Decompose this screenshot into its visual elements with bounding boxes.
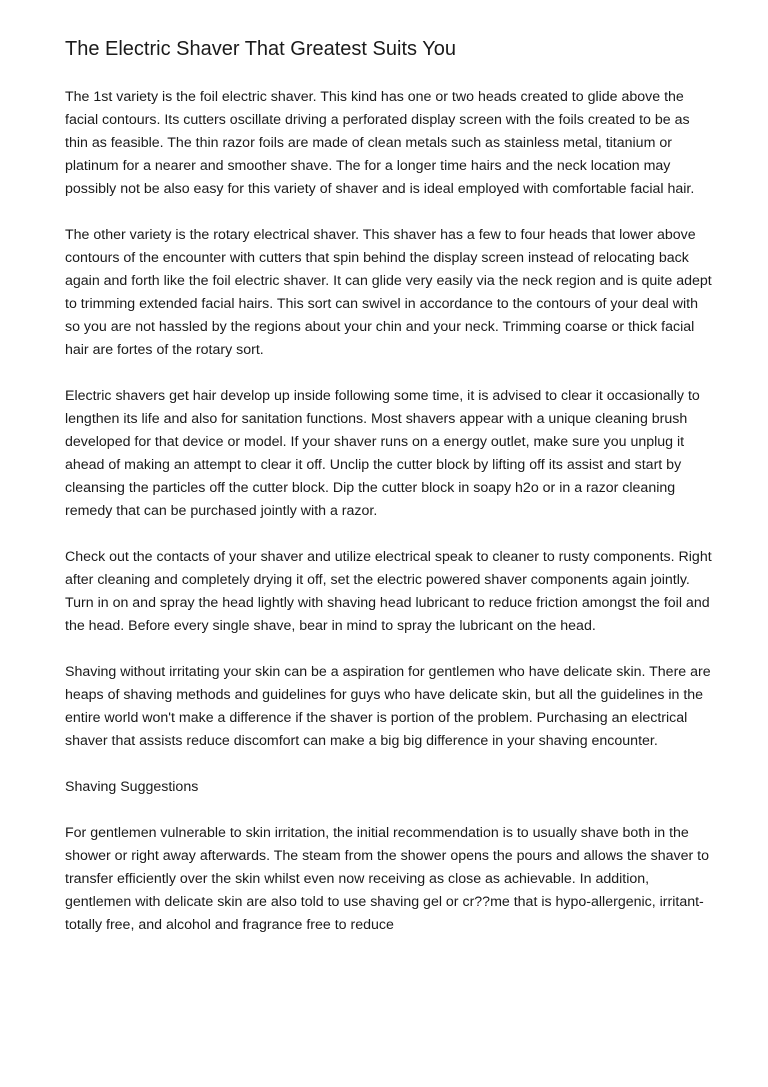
document-title: The Electric Shaver That Greatest Suits You bbox=[65, 38, 456, 60]
paragraph-contacts: Check out the contacts of your shaver and utilize electrical speak to cleaner to rusty components. Right after cleaning and completely drying it off, set the electric powered shaver components again jointly. Turn in on and spray the head lightly with shaving head lubricant to reduce friction amongst the foil and the head. Before every single shave, bear in mind to spray the lubricant on the head. bbox=[65, 549, 712, 634]
paragraph-foil-shaver: The 1st variety is the foil electric shaver. This kind has one or two heads created to glide above the facial contours. Its cutters oscillate driving a perforated display screen with the foils created to be as thin as feasible. The thin razor foils are made of clean metals such as stainless metal, titanium or platinum for a nearer and smoother shave. The for a longer time hairs and the neck location may possibly not be also easy for this variety of shaver and is ideal employed with comfortable facial hair. bbox=[65, 89, 695, 197]
paragraph-rotary-shaver: The other variety is the rotary electrical shaver. This shaver has a few to four heads that lower above contours of the encounter with cutters that spin behind the display screen instead of relocating back again and forth like the foil electric shaver. It can glide very easily via the neck region and is quite adept to trimming extended facial hairs. This sort can swivel in accordance to the contours of your deal with so you are not hassled by the regions about your chin and your neck. Trimming coarse or thick facial hair are fortes of the rotary sort. bbox=[65, 227, 712, 358]
paragraph-delicate-skin: Shaving without irritating your skin can be a aspiration for gentlemen who have delicate skin. There are heaps of shaving methods and guidelines for guys who have delicate skin, but all the guidelines in the entire world won't make a difference if the shaver is portion of the problem. Purchasing an electrical shaver that assists reduce discomfort can make a big big difference in your shaving encounter. bbox=[65, 664, 711, 749]
paragraph-suggestions: For gentlemen vulnerable to skin irritation, the initial recommendation is to usually shave both in the shower or right away afterwards. The steam from the shower opens the pours and allows the shaver to transfer efficiently over the skin whilst even now receiving as close as achievable. In addition, gentlemen with delicate skin are also told to use shaving gel or cr??me that is hypo-allergenic, irritant-totally free, and alcohol and fragrance free to reduce bbox=[65, 825, 710, 933]
section-heading: Shaving Suggestions bbox=[65, 779, 199, 795]
document-page bbox=[65, 36, 715, 960]
paragraph-cleaning: Electric shavers get hair develop up inside following some time, it is advised to clear it occasionally to lengthen its life and also for sanitation functions. Most shavers appear with a unique cleaning brush developed for that device or model. If your shaver runs on a energy outlet, make sure you unplug it ahead of making an attempt to clear it off. Unclip the cutter block by lifting off its assist and start by cleansing the particles off the cutter block. Dip the cutter block in soapy h2o or in a razor cleaning remedy that can be purchased jointly with a razor. bbox=[65, 388, 700, 519]
